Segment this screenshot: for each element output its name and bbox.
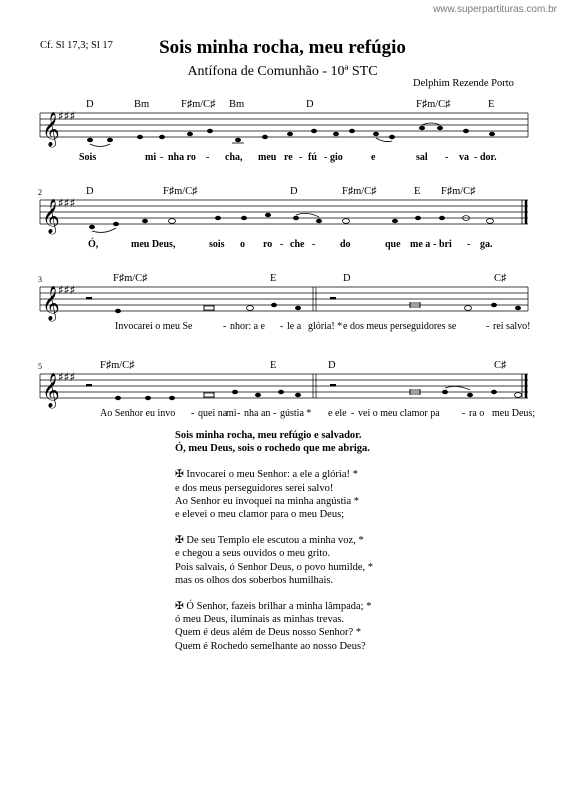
lyric: quei na xyxy=(198,408,228,419)
chord: F♯m/C♯ xyxy=(100,360,135,371)
lyric: meu Deus, xyxy=(131,239,176,250)
lyric: bri xyxy=(439,239,452,250)
lyric: - xyxy=(191,408,195,419)
lyric: o xyxy=(240,239,245,250)
lyric: nha an xyxy=(244,408,271,419)
stanza-line: mas os olhos dos soberbos humilhais. xyxy=(175,574,334,586)
stanza-line: e chegou a seus ouvidos o meu grito. xyxy=(175,548,331,560)
stanza-line: ✠ Invocarei o meu Senhor: a ele a glória! * xyxy=(175,469,358,481)
refrain-line: Ó, meu Deus, sois o rochedo que me abriga. xyxy=(175,443,370,455)
lyric: rei salvo! xyxy=(493,321,531,332)
lyric: - xyxy=(467,239,471,250)
site-url[interactable]: www.superpartituras.com.br xyxy=(433,4,557,15)
chord: E xyxy=(270,360,277,371)
lyric: meu Deus; xyxy=(492,408,536,419)
chord: D xyxy=(290,186,298,197)
chord: D xyxy=(86,186,94,197)
lyric: - xyxy=(486,321,490,332)
key-signature-icon: ♯♯♯ xyxy=(58,109,76,123)
lyric: ra o xyxy=(469,408,485,419)
composer: Delphim Rezende Porto xyxy=(413,78,514,89)
chord: F♯m/C♯ xyxy=(181,99,216,110)
chord: C♯ xyxy=(494,360,507,371)
scripture-reference: Cf. Sl 17,3; Sl 17 xyxy=(40,40,113,51)
lyric: me a xyxy=(410,239,431,250)
stanza-line: ✠ Ó Senhor, fazeis brilhar a minha lâmpada; * xyxy=(175,601,372,613)
stanza-1 xyxy=(175,468,505,521)
lyric: gústia * xyxy=(280,408,312,419)
lyric: glória! * xyxy=(308,321,343,332)
chord: F♯m/C♯ xyxy=(342,186,377,197)
key-signature-icon: ♯♯♯ xyxy=(58,370,76,384)
page-subtitle: Antífona de Comunhão - 10ª STC xyxy=(187,64,378,79)
chord: Bm xyxy=(134,99,150,110)
lyric: - xyxy=(273,408,277,419)
psalm-text xyxy=(175,429,505,653)
lyric: dor. xyxy=(480,152,497,163)
lyric: e ele xyxy=(328,408,347,419)
lyric: ro xyxy=(263,239,273,250)
lyric: - xyxy=(312,239,316,250)
chord: E xyxy=(414,186,421,197)
lyric: sois xyxy=(209,239,225,250)
chord: F♯m/C♯ xyxy=(441,186,476,197)
stanza-line: e dos meus perseguidores serei salvo! xyxy=(175,482,334,494)
lyric: Ó, xyxy=(88,239,99,250)
refrain xyxy=(175,429,505,455)
staff-4 xyxy=(0,356,565,416)
lyric: gio xyxy=(330,152,343,163)
lyric: do xyxy=(340,239,351,250)
page-title: Sois minha rocha, meu refúgio xyxy=(159,37,406,58)
lyric: nha ro xyxy=(168,152,196,163)
lyric: va xyxy=(459,152,469,163)
chord: Bm xyxy=(229,99,245,110)
lyric: vei o meu clamor pa xyxy=(358,408,440,419)
lyric: - xyxy=(445,152,449,163)
lyric: - xyxy=(206,152,210,163)
lyric: le a xyxy=(287,321,302,332)
staff-2 xyxy=(0,182,565,242)
chord: D xyxy=(343,273,351,284)
measure-number: 3 xyxy=(38,275,42,284)
music-system-3 xyxy=(0,269,565,369)
stanza-line: Ao Senhor eu invoquei na minha angústia * xyxy=(175,495,360,507)
lyric: - xyxy=(433,239,437,250)
chord: F♯m/C♯ xyxy=(113,273,148,284)
lyric: - xyxy=(223,321,227,332)
measure-number: 2 xyxy=(38,188,42,197)
lyric: - xyxy=(474,152,478,163)
lyric: - xyxy=(160,152,164,163)
lyric: - xyxy=(237,408,241,419)
measure-number: 5 xyxy=(38,362,42,371)
lyric: Invocarei o meu Se xyxy=(115,321,193,332)
lyric: cha, xyxy=(225,152,243,163)
chord: E xyxy=(270,273,277,284)
lyric: - xyxy=(280,321,284,332)
lyric: mi xyxy=(145,152,157,163)
staff-3 xyxy=(0,269,565,329)
lyric: e xyxy=(371,152,376,163)
lyric: que xyxy=(385,239,401,250)
lyric: - xyxy=(324,152,328,163)
key-signature-icon: ♯♯♯ xyxy=(58,283,76,297)
stanza-line: e elevei o meu clamor para o meu Deus; xyxy=(175,509,345,521)
lyric: Sois xyxy=(79,152,97,163)
refrain-line: Sois minha rocha, meu refúgio e salvador. xyxy=(175,430,362,441)
lyric: - xyxy=(299,152,303,163)
stanza-line: ó meu Deus, iluminais as minhas trevas. xyxy=(175,614,345,626)
lyric: sal xyxy=(416,152,428,163)
chord: F♯m/C♯ xyxy=(416,99,451,110)
lyric: che xyxy=(290,239,305,250)
lyric: e dos meus perseguidores se xyxy=(343,321,457,332)
chord: F♯m/C♯ xyxy=(163,186,198,197)
chord: D xyxy=(328,360,336,371)
stanza-3 xyxy=(175,600,505,653)
stanza-line: ✠ De seu Templo ele escutou a minha voz, * xyxy=(175,535,364,547)
chord: D xyxy=(306,99,314,110)
stanza-line: Quem é Rochedo semelhante ao nosso Deus? xyxy=(175,640,366,652)
chord: D xyxy=(86,99,94,110)
chord: C♯ xyxy=(494,273,507,284)
key-signature-icon: ♯♯♯ xyxy=(58,196,76,210)
lyric: Ao Senhor eu invo xyxy=(100,408,176,419)
chord: E xyxy=(488,99,495,110)
lyric: - xyxy=(462,408,466,419)
music-system-1 xyxy=(0,95,565,195)
lyric: fú xyxy=(308,152,317,163)
lyric: re xyxy=(284,152,293,163)
lyric: - xyxy=(351,408,355,419)
treble-clef-icon: 𝄞 xyxy=(42,199,60,234)
stanza-2 xyxy=(175,534,505,587)
lyric: meu xyxy=(258,152,277,163)
lyric: mi xyxy=(226,408,237,419)
treble-clef-icon: 𝄞 xyxy=(42,373,60,408)
treble-clef-icon: 𝄞 xyxy=(42,286,60,321)
lyric: - xyxy=(280,239,284,250)
music-system-2 xyxy=(0,182,565,282)
stanza-line: Pois salvais, ó Senhor Deus, o povo humilde, * xyxy=(175,561,374,573)
lyric: nhor: a e xyxy=(230,321,265,332)
lyric: ga. xyxy=(480,239,493,250)
treble-clef-icon: 𝄞 xyxy=(42,112,60,147)
stanza-line: Quem é deus além de Deus nosso Senhor? * xyxy=(175,627,362,639)
staff-1 xyxy=(0,95,565,155)
